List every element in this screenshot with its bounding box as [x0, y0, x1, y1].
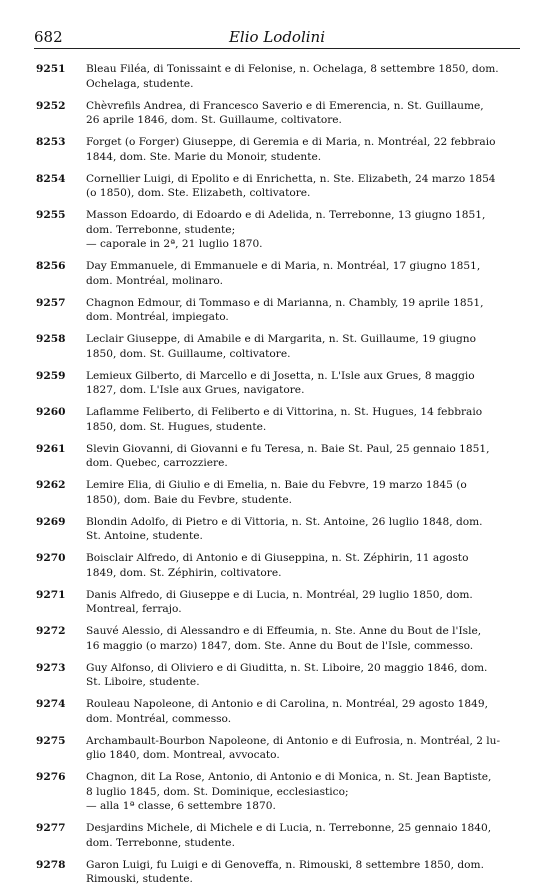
entry-line: Lemire Elia, di Giulio e di Emelia, n. Baie du Febvre, 19 marzo 1845 (o: [86, 479, 467, 491]
entry-line: Rouleau Napoleone, di Antonio e di Carolina, n. Montréal, 29 agosto 1849,: [86, 698, 488, 710]
entry-item: [36, 858, 518, 887]
entry-line: dom. Montréal, impiegato.: [86, 311, 229, 323]
entry-line: Danis Alfredo, di Giuseppe e di Lucia, n. Montréal, 29 luglio 1850, dom.: [86, 588, 473, 601]
entry-number: 9278: [36, 858, 66, 871]
entry-line: Lemieux Gilberto, di Marcello e di Josetta, n. L'Isle aux Grues, 8 maggio: [86, 369, 475, 382]
entry-line: 8 luglio 1845, dom. St. Dominique, ecclesiastico;: [86, 785, 349, 798]
entry-item: [36, 442, 518, 471]
entry-item: [36, 405, 518, 434]
entry-line: Montreal, ferrajo.: [86, 603, 182, 615]
running-title: Elio Lodolini: [228, 28, 326, 46]
entry-number: 9258: [36, 333, 66, 345]
entry-number: 9259: [36, 369, 66, 382]
entry-line: Bleau Filéa, di Tonissaint e di Felonise, n. Ochelaga, 8 settembre 1850, dom.: [86, 63, 499, 75]
entry-item: [36, 259, 518, 288]
entry-line: Laflamme Feliberto, di Feliberto e di Vittorina, n. St. Hugues, 14 febbraio: [86, 406, 483, 418]
entry-number: 9273: [36, 661, 66, 674]
entry-line: dom. Terrebonne, studente.: [86, 836, 235, 849]
entry-line: 1844, dom. Ste. Marie du Monoir, studente.: [86, 150, 322, 163]
entry-item: [36, 62, 518, 91]
entry-number: 9270: [36, 552, 66, 564]
entry-line: Chèvrefils Andrea, di Francesco Saverio e di Emerencia, n. St. Guillaume,: [86, 99, 484, 112]
entry-number: 9276: [36, 771, 66, 783]
entry-line: Chagnon Edmour, di Tommaso e di Marianna, n. Chambly, 19 aprile 1851,: [86, 296, 484, 309]
entry-line: Desjardins Michele, di Michele e di Lucia, n. Terrebonne, 25 gennaio 1840,: [86, 822, 492, 834]
entry-item: [36, 332, 518, 361]
entry-number: 9260: [36, 406, 66, 418]
entry-number: 9275: [36, 734, 66, 747]
entry-number: 9255: [36, 209, 66, 221]
entry-item: [36, 135, 518, 164]
entry-line: 1850), dom. Baie du Fevbre, studente.: [86, 493, 293, 506]
entry-line: Slevin Giovanni, di Giovanni e fu Teresa, n. Baie St. Paul, 25 gennaio 1851,: [86, 442, 490, 455]
entry-line: dom. Quebec, carrozziere.: [86, 457, 228, 469]
entry-list: [36, 62, 518, 894]
entry-line: — caporale in 2ª, 21 luglio 1870.: [86, 238, 263, 250]
entry-number: 9274: [36, 698, 66, 710]
entry-line: Forget (o Forger) Giuseppe, di Geremia e di Maria, n. Montréal, 22 febbraio: [86, 136, 496, 148]
entry-number: 9251: [36, 63, 66, 75]
entry-line: Garon Luigi, fu Luigi e di Genoveffa, n. Rimouski, 8 settembre 1850, dom.: [86, 858, 484, 871]
entry-item: [36, 551, 518, 580]
entry-item: [36, 661, 518, 690]
entry-line: Sauvé Alessio, di Alessandro e di Effeumia, n. Ste. Anne du Bout de l'Isle,: [86, 625, 482, 637]
page-number: 682: [34, 28, 63, 46]
entry-line: Chagnon, dit La Rose, Antonio, di Antonio e di Monica, n. St. Jean Baptiste,: [86, 771, 492, 783]
entry-number: 8256: [36, 260, 66, 272]
entry-line: St. Liboire, studente.: [86, 676, 200, 688]
entry-line: 1827, dom. L'Isle aux Grues, navigatore.: [86, 384, 305, 396]
entry-item: [36, 821, 518, 850]
entry-line: dom. Terrebonne, studente;: [86, 223, 236, 236]
entry-line: 1850, dom. St. Guillaume, coltivatore.: [86, 347, 291, 360]
entry-number: 9261: [36, 442, 66, 455]
entry-line: Rimouski, studente.: [86, 873, 193, 885]
entry-line: glio 1840, dom. Montreal, avvocato.: [86, 749, 280, 761]
entry-item: [36, 770, 518, 814]
entry-number: 9269: [36, 515, 66, 528]
entry-line: Day Emmanuele, di Emmanuele e di Maria, n. Montréal, 17 giugno 1851,: [86, 260, 481, 272]
entry-line: (o 1850), dom. Ste. Elizabeth, coltivatore.: [86, 187, 311, 199]
page-header: [34, 28, 520, 48]
entry-item: [36, 208, 518, 252]
entry-number: 8253: [36, 136, 66, 148]
entry-number: 9262: [36, 479, 66, 491]
entry-number: 9272: [36, 625, 66, 637]
entry-item: [36, 515, 518, 544]
entry-line: Guy Alfonso, di Oliviero e di Giuditta, n. St. Liboire, 20 maggio 1846, dom.: [86, 661, 488, 674]
entry-item: [36, 697, 518, 726]
entry-number: 9277: [36, 822, 66, 834]
entry-item: [36, 296, 518, 325]
entry-item: [36, 99, 518, 128]
entry-number: 9252: [36, 99, 66, 112]
entry-line: Archambault-Bourbon Napoleone, di Antonio e di Eufrosia, n. Montréal, 2 lu-: [86, 734, 501, 747]
entry-line: Leclair Giuseppe, di Amabile e di Margarita, n. St. Guillaume, 19 giugno: [86, 333, 476, 345]
entry-number: 9271: [36, 588, 66, 601]
entry-item: [36, 369, 518, 398]
entry-line: St. Antoine, studente.: [86, 530, 203, 542]
entry-line: Boisclair Alfredo, di Antonio e di Giuseppina, n. St. Zéphirin, 11 agosto: [86, 552, 469, 564]
entry-line: dom. Montréal, molinaro.: [86, 274, 223, 287]
entry-number: 9257: [36, 296, 66, 309]
entry-item: [36, 734, 518, 763]
entry-item: [36, 478, 518, 507]
entry-line: Masson Edoardo, di Edoardo e di Adelida, n. Terrebonne, 13 giugno 1851,: [86, 209, 486, 221]
entry-item: [36, 624, 518, 653]
entry-line: — alla 1ª classe, 6 settembre 1870.: [86, 800, 276, 812]
entry-line: Blondin Adolfo, di Pietro e di Vittoria, n. St. Antoine, 26 luglio 1848, dom.: [86, 515, 483, 528]
header-rule: [34, 48, 520, 49]
entry-line: dom. Montréal, commesso.: [86, 712, 232, 725]
entry-number: 8254: [36, 172, 66, 185]
entry-line: Ochelaga, studente.: [86, 77, 194, 90]
entry-line: Cornellier Luigi, di Epolito e di Enrichetta, n. Ste. Elizabeth, 24 marzo 1854: [86, 172, 496, 185]
entry-line: 16 maggio (o marzo) 1847, dom. Ste. Anne du Bout de l'Isle, commesso.: [86, 639, 474, 652]
entry-item: [36, 588, 518, 617]
entry-item: [36, 172, 518, 201]
entry-line: 1849, dom. St. Zéphirin, coltivatore.: [86, 566, 282, 579]
entry-line: 26 aprile 1846, dom. St. Guillaume, coltivatore.: [86, 114, 342, 126]
entry-line: 1850, dom. St. Hugues, studente.: [86, 420, 267, 433]
